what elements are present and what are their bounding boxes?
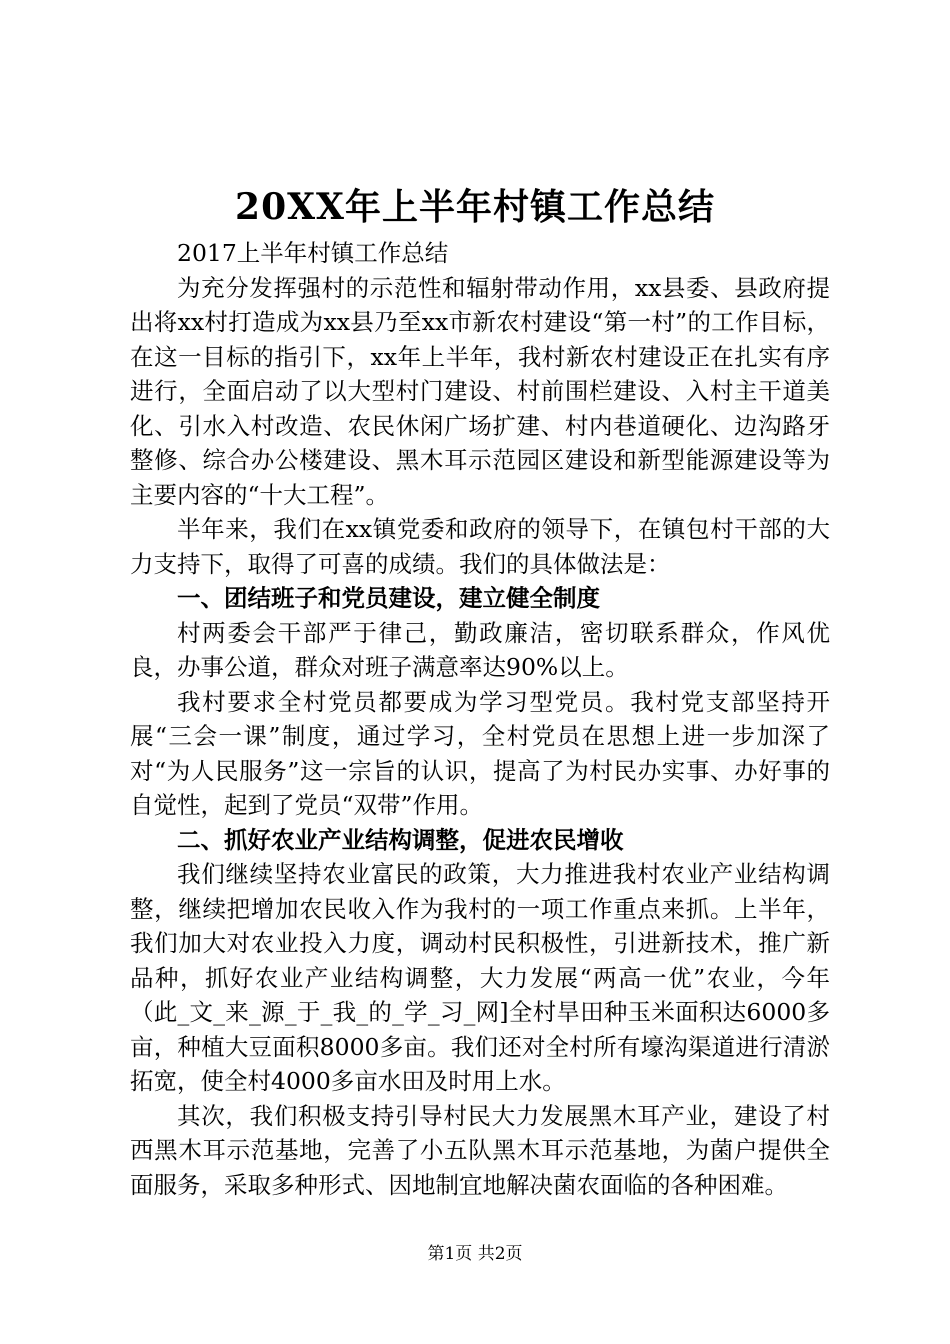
document-body	[130, 236, 830, 1202]
body-paragraph: 为充分发挥强村的示范性和辐射带动作用，xx县委、县政府提出将xx村打造成为xx县乃至xx市新农村建设“第一村”的工作目标，在这一目标的指引下，xx年上半年，我村新农村建设正在扎实有序进行，全面启动了以大型村门建设、村前围栏建设、入村主干道美化、引水入村改造、农民休闲广场扩建、村内巷道硬化、边沟路牙整修、综合办公楼建设、黑木耳示范园区建设和新型能源建设等为主要内容的“十大工程”。	[130, 273, 830, 509]
section-heading: 二、抓好农业产业结构调整，促进农民增收	[177, 825, 624, 854]
body-paragraph: 半年来，我们在xx镇党委和政府的领导下，在镇包村干部的大力支持下，取得了可喜的成绩。我们的具体做法是：	[130, 515, 830, 578]
body-paragraph: 村两委会干部严于律己，勤政廉洁，密切联系群众，作风优良，办事公道，群众对班子满意率达90%以上。	[130, 618, 830, 681]
subtitle-paragraph: 2017上半年村镇工作总结	[177, 239, 449, 267]
body-paragraph: 其次，我们积极支持引导村民大力发展黑木耳产业，建设了村西黑木耳示范基地，完善了小五队黑木耳示范基地，为菌户提供全面服务，采取多种形式、因地制宜地解决菌农面临的各种困难。	[130, 1101, 830, 1199]
document-title: 20XX年上半年村镇工作总结	[235, 186, 715, 228]
page-number-footer: 第1页 共2页	[427, 1244, 523, 1264]
body-paragraph: 我村要求全村党员都要成为学习型党员。我村党支部坚持开展“三会一课”制度，通过学习，全村党员在思想上进一步加深了对“为人民服务”这一宗旨的认识，提高了为村民办实事、办好事的自觉性，起到了党员“双带”作用。	[130, 687, 830, 819]
section-heading: 一、团结班子和党员建设，建立健全制度	[177, 584, 600, 612]
body-paragraph: 我们继续坚持农业富民的政策，大力推进我村农业产业结构调整，继续把增加农民收入作为我村的一项工作重点来抓。上半年，我们加大对农业投入力度，调动村民积极性，引进新技术，推广新品种，抓好农业产业结构调整，大力发展“两高一优”农业，今年（此_文_来_源_于_我_的_学_习_网]全村旱田种玉米面积达6000多亩，种植大豆面积8000多亩。我们还对全村所有壕沟渠道进行清淤拓宽，使全村4000多亩水田及时用上水。	[130, 860, 830, 1095]
